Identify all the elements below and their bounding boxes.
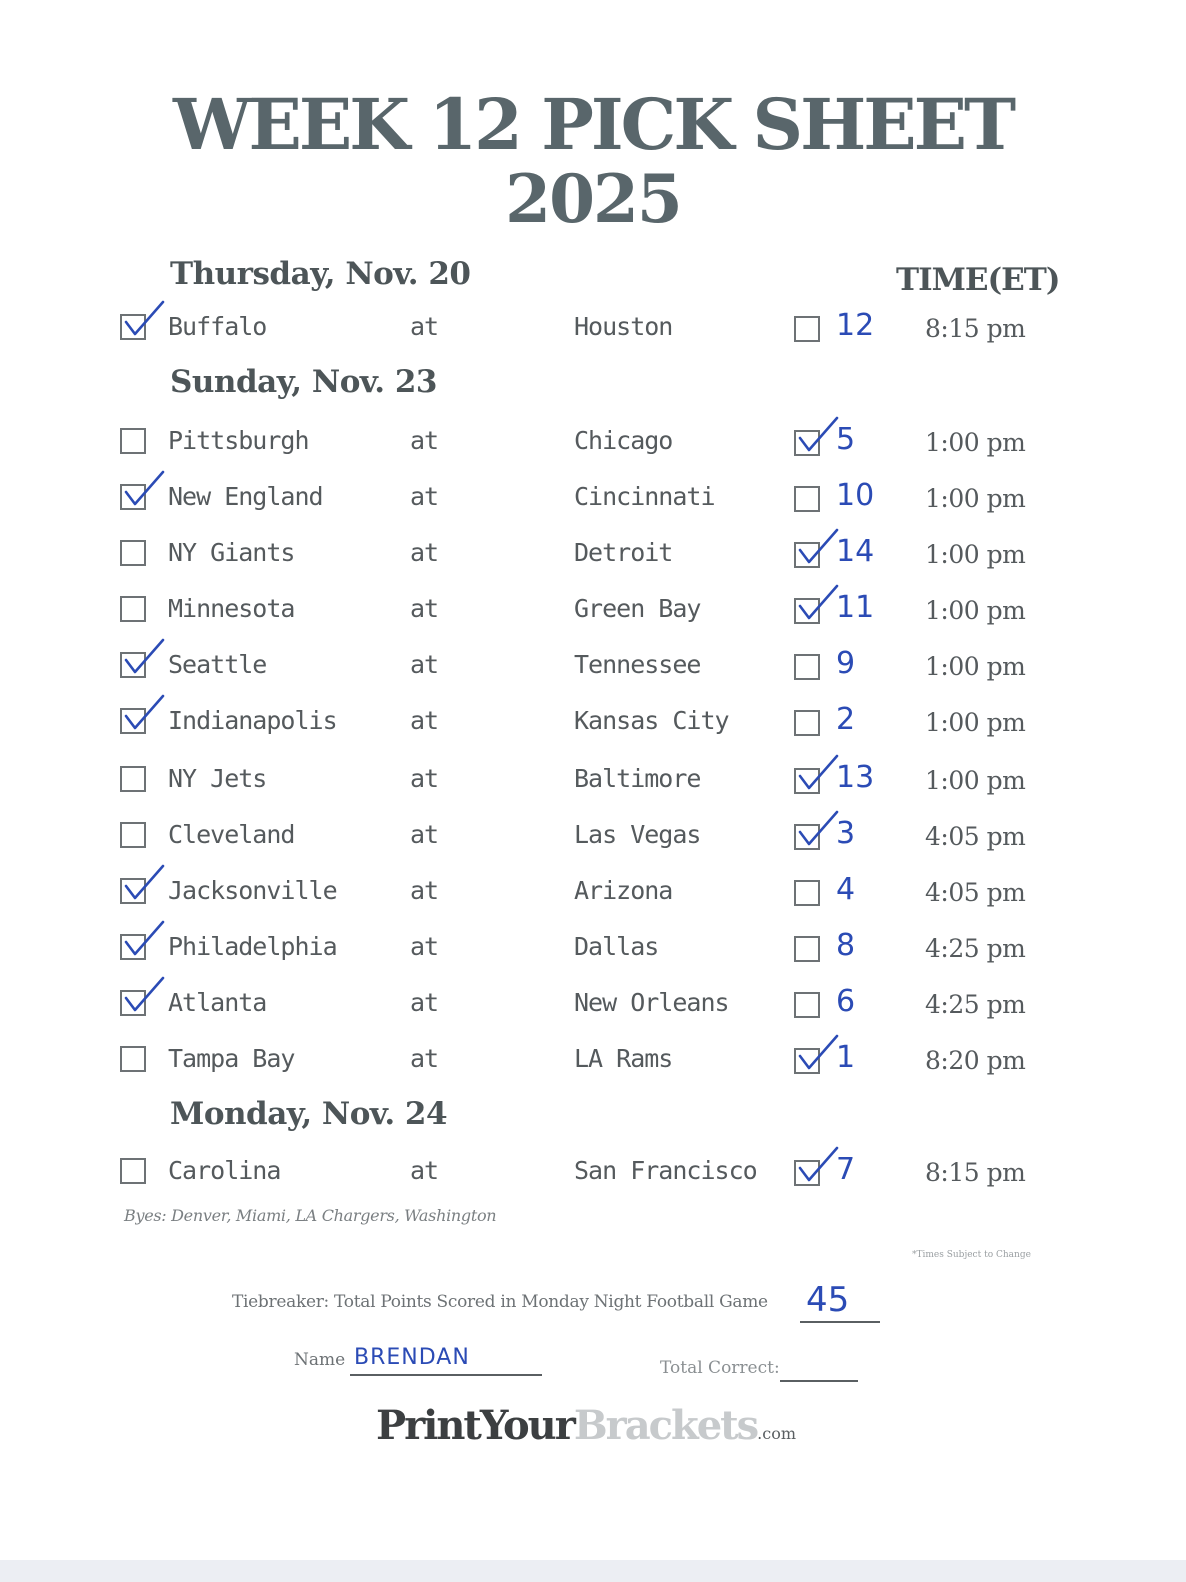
home-team-name: Baltimore xyxy=(574,764,701,793)
checkmark-icon xyxy=(121,690,169,736)
game-time: 1:00 pm xyxy=(925,540,1026,569)
game-row xyxy=(0,928,1186,974)
game-row xyxy=(0,760,1186,806)
tiebreaker-line xyxy=(800,1321,880,1323)
home-pick-checkbox[interactable] xyxy=(794,936,820,962)
at-separator: at xyxy=(410,594,439,623)
game-row xyxy=(0,646,1186,692)
confidence-points[interactable]: 1 xyxy=(836,1040,856,1075)
sheet-year: 2025 xyxy=(505,160,681,238)
confidence-points[interactable]: 12 xyxy=(836,308,875,343)
home-pick-checkbox[interactable] xyxy=(794,542,820,568)
confidence-points[interactable]: 2 xyxy=(836,702,856,737)
at-separator: at xyxy=(410,764,439,793)
away-team-name: Cleveland xyxy=(168,820,295,849)
away-team-name: Tampa Bay xyxy=(168,1044,295,1073)
home-pick-checkbox[interactable] xyxy=(794,1048,820,1074)
game-row xyxy=(0,816,1186,862)
at-separator: at xyxy=(410,482,439,511)
game-row xyxy=(0,1040,1186,1086)
home-team-name: Chicago xyxy=(574,426,673,455)
home-team-name: Kansas City xyxy=(574,706,729,735)
name-line xyxy=(350,1374,542,1376)
game-time: 4:05 pm xyxy=(925,822,1026,851)
confidence-points[interactable]: 5 xyxy=(836,422,856,457)
away-pick-checkbox[interactable] xyxy=(120,934,146,960)
confidence-points[interactable]: 14 xyxy=(836,534,875,569)
game-time: 4:25 pm xyxy=(925,934,1026,963)
at-separator: at xyxy=(410,538,439,567)
away-pick-checkbox[interactable] xyxy=(120,314,146,340)
at-separator: at xyxy=(410,1156,439,1185)
home-pick-checkbox[interactable] xyxy=(794,486,820,512)
checkmark-icon xyxy=(121,296,169,342)
away-team-name: Atlanta xyxy=(168,988,267,1017)
game-row xyxy=(0,478,1186,524)
away-pick-checkbox[interactable] xyxy=(120,484,146,510)
away-pick-checkbox[interactable] xyxy=(120,878,146,904)
away-pick-checkbox[interactable] xyxy=(120,990,146,1016)
game-row xyxy=(0,422,1186,468)
game-time: 1:00 pm xyxy=(925,708,1026,737)
game-time: 1:00 pm xyxy=(925,652,1026,681)
game-time: 4:25 pm xyxy=(925,990,1026,1019)
away-pick-checkbox[interactable] xyxy=(120,822,146,848)
at-separator: at xyxy=(410,426,439,455)
away-pick-checkbox[interactable] xyxy=(120,708,146,734)
away-team-name: NY Giants xyxy=(168,538,295,567)
day-header: Thursday, Nov. 20 xyxy=(170,256,471,292)
away-team-name: Philadelphia xyxy=(168,932,337,961)
confidence-points[interactable]: 8 xyxy=(836,928,856,963)
total-correct-line xyxy=(780,1380,858,1382)
confidence-points[interactable]: 7 xyxy=(836,1152,856,1187)
away-team-name: Buffalo xyxy=(168,312,267,341)
time-column-header: TIME(ET) xyxy=(896,262,1060,298)
at-separator: at xyxy=(410,1044,439,1073)
confidence-points[interactable]: 10 xyxy=(836,478,875,513)
home-pick-checkbox[interactable] xyxy=(794,316,820,342)
at-separator: at xyxy=(410,932,439,961)
checkmark-icon xyxy=(121,466,169,512)
checkmark-icon xyxy=(121,860,169,906)
away-pick-checkbox[interactable] xyxy=(120,428,146,454)
home-team-name: Houston xyxy=(574,312,673,341)
byes-text: Byes: Denver, Miami, LA Chargers, Washington xyxy=(124,1206,497,1225)
home-pick-checkbox[interactable] xyxy=(794,1160,820,1186)
day-header: Monday, Nov. 24 xyxy=(170,1096,448,1132)
away-pick-checkbox[interactable] xyxy=(120,596,146,622)
home-team-name: LA Rams xyxy=(574,1044,673,1073)
home-team-name: San Francisco xyxy=(574,1156,757,1185)
away-pick-checkbox[interactable] xyxy=(120,766,146,792)
home-pick-checkbox[interactable] xyxy=(794,992,820,1018)
home-team-name: Detroit xyxy=(574,538,673,567)
home-pick-checkbox[interactable] xyxy=(794,768,820,794)
tiebreaker-field[interactable]: 45 xyxy=(806,1280,850,1320)
confidence-points[interactable]: 11 xyxy=(836,590,875,625)
game-time: 1:00 pm xyxy=(925,766,1026,795)
game-row xyxy=(0,702,1186,748)
home-pick-checkbox[interactable] xyxy=(794,710,820,736)
at-separator: at xyxy=(410,650,439,679)
away-team-name: Minnesota xyxy=(168,594,295,623)
confidence-points[interactable]: 4 xyxy=(836,872,856,907)
at-separator: at xyxy=(410,820,439,849)
home-team-name: Arizona xyxy=(574,876,673,905)
game-time: 8:15 pm xyxy=(925,314,1026,343)
bottom-strip xyxy=(0,1560,1186,1582)
game-row xyxy=(0,590,1186,636)
checkmark-icon xyxy=(121,916,169,962)
home-team-name: Cincinnati xyxy=(574,482,715,511)
at-separator: at xyxy=(410,706,439,735)
at-separator: at xyxy=(410,312,439,341)
home-team-name: Las Vegas xyxy=(574,820,701,849)
game-row xyxy=(0,308,1186,354)
game-row xyxy=(0,984,1186,1030)
confidence-points[interactable]: 6 xyxy=(836,984,856,1019)
checkmark-icon xyxy=(121,634,169,680)
name-field[interactable]: BRENDAN xyxy=(354,1345,470,1370)
home-pick-checkbox[interactable] xyxy=(794,430,820,456)
logo-text-print-your: PrintYour xyxy=(376,1402,574,1449)
game-time: 8:20 pm xyxy=(925,1046,1026,1075)
game-time: 1:00 pm xyxy=(925,428,1026,457)
game-row xyxy=(0,534,1186,580)
game-row xyxy=(0,1152,1186,1198)
at-separator: at xyxy=(410,876,439,905)
away-pick-checkbox[interactable] xyxy=(120,652,146,678)
tiebreaker-label: Tiebreaker: Total Points Scored in Monday Night Football Game xyxy=(232,1292,768,1312)
away-team-name: Pittsburgh xyxy=(168,426,309,455)
printyourbrackets-logo xyxy=(376,1402,796,1449)
away-team-name: NY Jets xyxy=(168,764,267,793)
home-team-name: Tennessee xyxy=(574,650,701,679)
home-team-name: New Orleans xyxy=(574,988,729,1017)
game-time: 1:00 pm xyxy=(925,596,1026,625)
checkmark-icon xyxy=(121,972,169,1018)
away-team-name: Indianapolis xyxy=(168,706,337,735)
at-separator: at xyxy=(410,988,439,1017)
game-time: 1:00 pm xyxy=(925,484,1026,513)
logo-text-com: .com xyxy=(757,1424,797,1443)
away-team-name: Jacksonville xyxy=(168,876,337,905)
home-team-name: Dallas xyxy=(574,932,659,961)
home-pick-checkbox[interactable] xyxy=(794,598,820,624)
sheet-title: WEEK 12 PICK SHEET xyxy=(172,83,1014,166)
game-time: 4:05 pm xyxy=(925,878,1026,907)
away-team-name: Carolina xyxy=(168,1156,281,1185)
times-note: *Times Subject to Change xyxy=(912,1250,1031,1260)
name-label: Name xyxy=(294,1350,346,1370)
away-pick-checkbox[interactable] xyxy=(120,540,146,566)
home-pick-checkbox[interactable] xyxy=(794,824,820,850)
home-pick-checkbox[interactable] xyxy=(794,880,820,906)
total-correct-label: Total Correct: xyxy=(660,1358,780,1378)
away-pick-checkbox[interactable] xyxy=(120,1046,146,1072)
home-team-name: Green Bay xyxy=(574,594,701,623)
away-team-name: Seattle xyxy=(168,650,267,679)
away-pick-checkbox[interactable] xyxy=(120,1158,146,1184)
away-team-name: New England xyxy=(168,482,323,511)
game-time: 8:15 pm xyxy=(925,1158,1026,1187)
logo-text-brackets: Brackets xyxy=(573,1402,758,1449)
confidence-points[interactable]: 9 xyxy=(836,646,856,681)
home-pick-checkbox[interactable] xyxy=(794,654,820,680)
confidence-points[interactable]: 13 xyxy=(836,760,875,795)
game-row xyxy=(0,872,1186,918)
day-header: Sunday, Nov. 23 xyxy=(170,364,437,400)
confidence-points[interactable]: 3 xyxy=(836,816,856,851)
